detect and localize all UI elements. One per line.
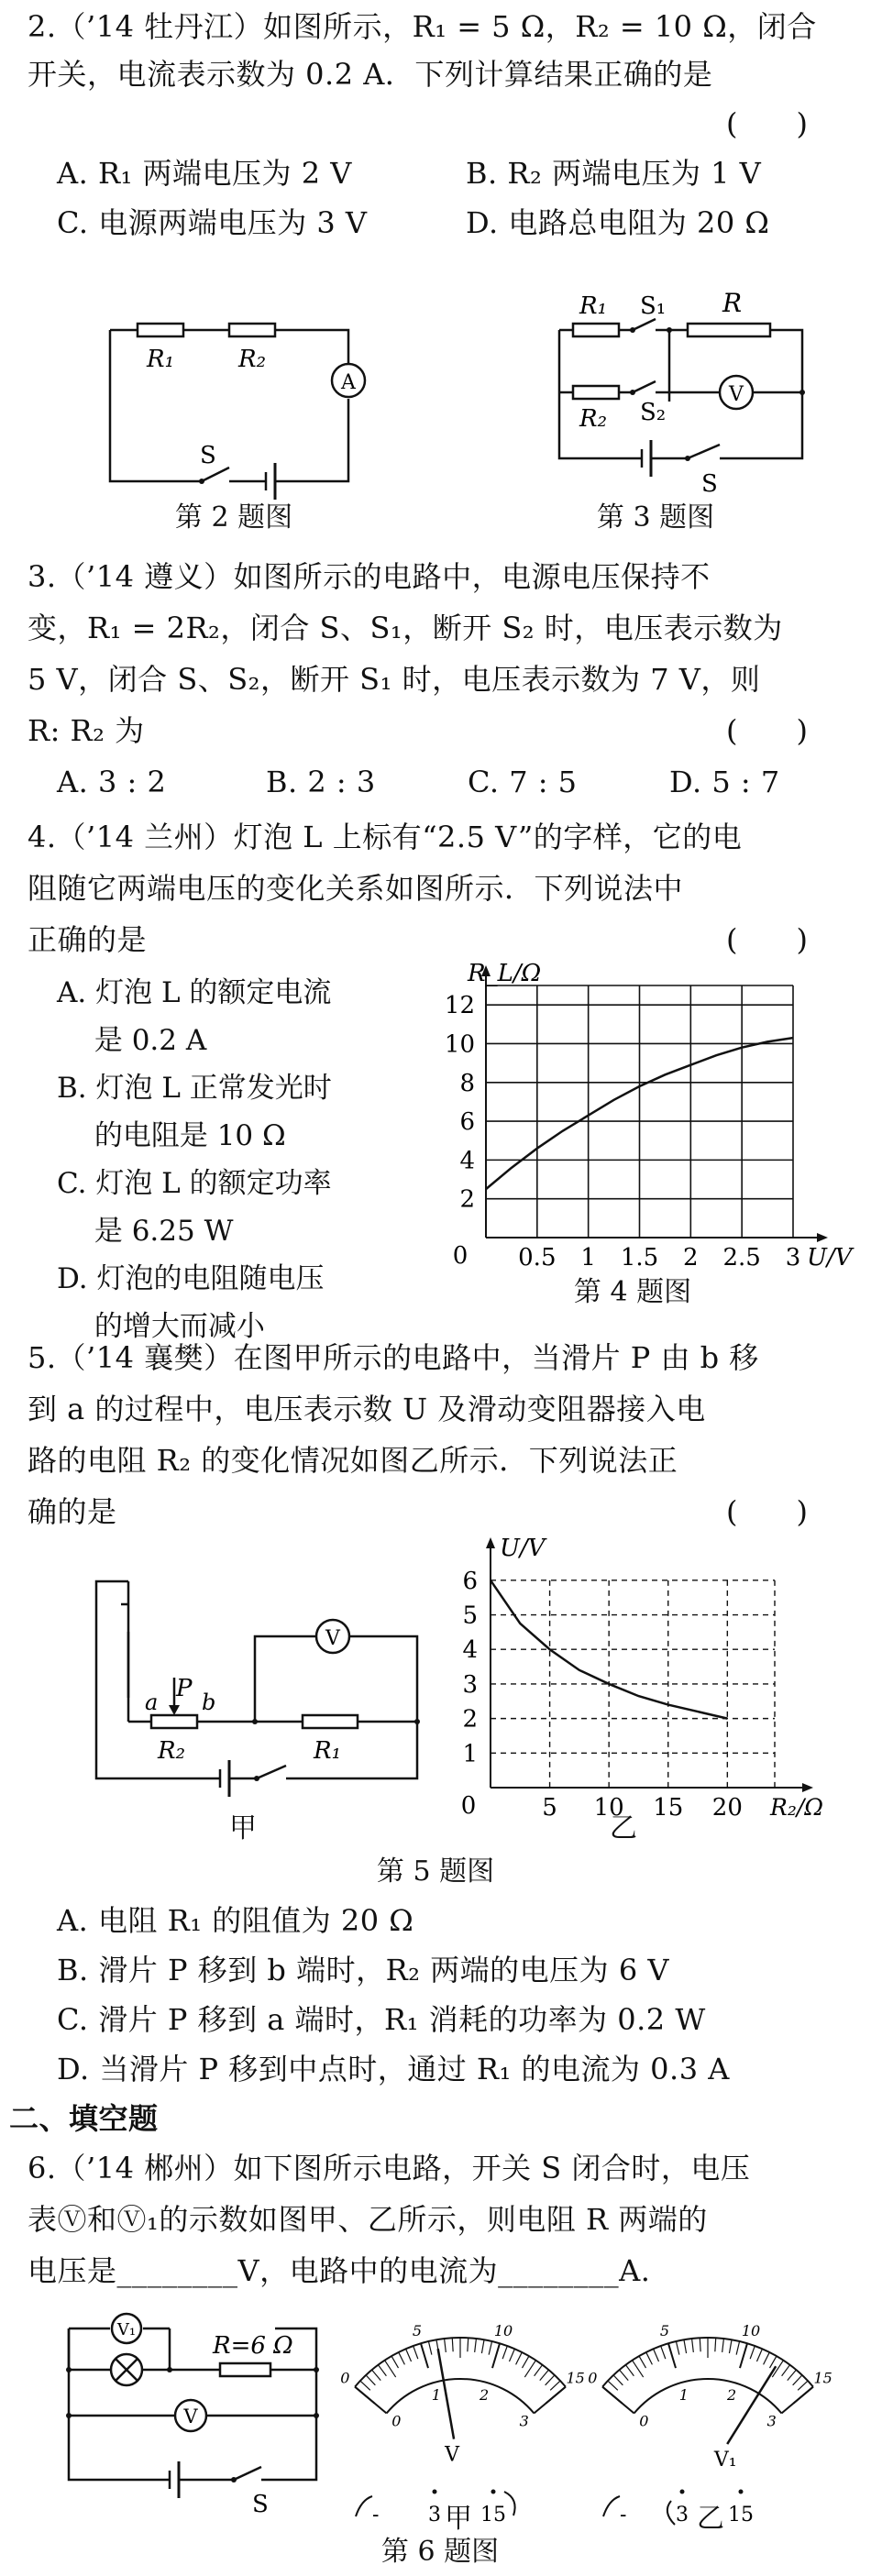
q3-answer-paren: ( ) <box>726 713 808 748</box>
q5-circuit-diagram <box>73 1558 440 1806</box>
q2-option-a: A. R₁ 两端电压为 2 V <box>57 156 352 191</box>
meter-tick <box>524 2361 535 2377</box>
q2-resistor-r1 <box>138 324 183 336</box>
meter-tick <box>399 2352 405 2364</box>
q3-switch-s2-blade <box>633 381 656 392</box>
meter-terminal-3: 3 <box>428 2504 441 2526</box>
meter-tick <box>468 2338 469 2351</box>
meter-inner-tick-label: 1 <box>678 2385 689 2404</box>
q6-resistor-r <box>220 2363 270 2376</box>
q2-circuit-diagram <box>92 293 403 513</box>
meter-outer-tick-label: 15 <box>813 2369 832 2387</box>
q5-y-tick-label: 1 <box>462 1740 478 1768</box>
meter-tick <box>793 2375 802 2385</box>
meter-inner-tick-label: 3 <box>519 2412 529 2430</box>
q4-chart-grid <box>486 985 793 1238</box>
q5-option-c: C. 滑片 P 移到 a 端时，R₁ 消耗的功率为 0.2 W <box>57 2002 706 2037</box>
meter-tick <box>475 2339 477 2352</box>
q3-resistor-r1 <box>573 324 619 336</box>
meter-tick <box>516 2352 523 2364</box>
meter-tick <box>661 2346 666 2359</box>
q4-line-3: 正确的是 <box>28 922 148 957</box>
q4-x-tick-label: 3 <box>785 1244 801 1271</box>
meter-tick <box>540 2370 549 2380</box>
q3-option-a: A. 3 : 2 <box>57 765 167 799</box>
q6-subcaption-yi: 乙 <box>697 2503 724 2535</box>
meter-terminal-dot <box>739 2490 744 2494</box>
q5-answer-paren: ( ) <box>726 1494 808 1529</box>
q6-switch-blade <box>234 2467 261 2480</box>
q5-line-3: 路的电阻 R₂ 的变化情况如图乙所示．下列说法正 <box>28 1443 678 1478</box>
meter-terminal-minus: - <box>620 2504 627 2526</box>
meter-tick <box>391 2356 399 2368</box>
meter-tick <box>684 2339 687 2353</box>
q4-y-tick-label: 10 <box>444 1030 475 1059</box>
q6-line-2: 表Ⓥ和Ⓥ₁的示数如图甲、乙所示，则电阻 R 两端的 <box>28 2202 708 2237</box>
meter-terminal-dot <box>680 2490 685 2494</box>
q5-x-tick-label: 15 <box>653 1794 684 1822</box>
q2-label-switch: S <box>200 442 216 469</box>
q5-origin-label: 0 <box>460 1792 477 1820</box>
meter-tick <box>355 2387 374 2404</box>
meter-tick <box>750 2346 755 2359</box>
meter-tick <box>756 2349 762 2361</box>
meter-tick <box>782 2365 790 2376</box>
q3-label-r1: R₁ <box>579 292 607 320</box>
q5-x-axis-label: R₂/Ω <box>770 1794 823 1821</box>
q5-y-tick-label: 5 <box>462 1602 478 1630</box>
meter-wire-icon <box>667 2501 675 2525</box>
meter-terminal-dot <box>491 2490 496 2494</box>
meter-tick <box>550 2381 560 2390</box>
q3-label-r2: R₂ <box>579 405 607 433</box>
meter-tick <box>421 2343 428 2368</box>
meter-tick <box>793 2387 812 2404</box>
q3-label-r: R <box>722 288 743 318</box>
meter-terminal-3: 3 <box>676 2504 689 2526</box>
meter-label: V₁ <box>713 2449 737 2472</box>
meter-inner-tick-label: 1 <box>431 2385 441 2404</box>
meter-tick <box>481 2339 484 2353</box>
meter-tick <box>489 2341 491 2355</box>
q2-line-2: 开关，电流表示数为 0.2 A．下列计算结果正确的是 <box>28 57 713 92</box>
q4-line-1: 4.（’14 兰州）灯泡 L 上标有“2.5 V”的字样，它的电 <box>28 820 743 854</box>
q2-switch-blade <box>202 468 229 481</box>
q3-line-2: 变，R₁ = 2R₂，闭合 S、S₁，断开 S₂ 时，电压表示数为 <box>28 611 783 645</box>
q3-label-s2: S₂ <box>640 399 667 426</box>
q5-line-1: 5.（’14 襄樊）在图甲所示的电路中，当滑片 P 由 b 移 <box>28 1340 759 1375</box>
q4-x-axis-label: U/V <box>807 1244 853 1271</box>
q4-option-d-1: D. 灯泡的电阻随电压 <box>57 1262 325 1295</box>
meter-tick <box>492 2343 500 2368</box>
q6-label-switch: S <box>252 2491 269 2518</box>
q6-label-v1: V₁ <box>116 2320 137 2339</box>
q2-resistor-r2 <box>229 324 275 336</box>
meter-tick <box>715 2338 716 2351</box>
q5-x-tick-label: 20 <box>711 1794 743 1822</box>
q4-y-tick-label: 2 <box>459 1185 475 1214</box>
meter-tick <box>764 2352 770 2364</box>
q4-option-d-2: 的增大而减小 <box>57 1310 265 1343</box>
meter-terminal-15: 15 <box>728 2504 754 2526</box>
q2-label-ammeter: A <box>341 371 356 394</box>
q2-line-1: 2.（’14 牡丹江）如图所示，R₁ = 5 Ω，R₂ = 10 Ω，闭合 <box>28 9 817 44</box>
q4-y-tick-label: 12 <box>444 992 475 1020</box>
meter-tick <box>413 2346 418 2359</box>
q5-subcaption-yi: 乙 <box>610 1812 637 1844</box>
meter-inner-tick-label: 0 <box>391 2412 402 2430</box>
meter-terminal-minus: - <box>372 2504 380 2526</box>
q5-figure-caption: 第 5 题图 <box>376 1855 495 1888</box>
q5-label-b: b <box>202 1690 216 1715</box>
meter-tick <box>692 2339 694 2352</box>
meter-inner-tick-label: 3 <box>766 2412 777 2430</box>
q3-switch-s1-blade <box>633 319 656 330</box>
meter-outer-tick-label: 0 <box>340 2369 350 2387</box>
meter-label: V <box>445 2443 459 2467</box>
meter-tick <box>546 2387 565 2404</box>
q2-option-c: C. 电源两端电压为 3 V <box>57 205 368 240</box>
meter-terminal-dot <box>433 2490 437 2494</box>
q6-circuit-diagram <box>55 2296 330 2521</box>
meter-tick <box>646 2352 653 2364</box>
q4-x-tick-label: 1.5 <box>620 1244 659 1271</box>
q5-x-tick-label: 5 <box>542 1794 557 1822</box>
q5-resistor-r1 <box>303 1715 358 1728</box>
q5-y-tick-label: 2 <box>462 1705 478 1734</box>
meter-outer-tick-label: 15 <box>566 2369 585 2387</box>
meter-needle <box>727 2366 776 2444</box>
q4-option-a-2: 是 0.2 A <box>57 1024 207 1057</box>
meter-tick <box>798 2381 808 2390</box>
meter-wire-icon <box>356 2496 372 2516</box>
meter-tick <box>445 2339 447 2352</box>
q6-line-1: 6.（’14 郴州）如下图所示电路，开关 S 闭合时，电压 <box>28 2151 751 2185</box>
meter-tick <box>385 2361 396 2377</box>
section-2-heading: 二、填空题 <box>9 2101 159 2136</box>
q5-x-tick-label: 10 <box>593 1794 624 1822</box>
q6-label-v: V <box>183 2405 198 2427</box>
q2-figure-caption: 第 2 题图 <box>174 501 293 534</box>
q3-label-voltmeter: V <box>729 383 744 406</box>
meter-tick <box>729 2339 732 2353</box>
q2-label-r1: R₁ <box>147 346 174 373</box>
meter-tick <box>736 2341 739 2355</box>
meter-inner-arc <box>634 2379 782 2414</box>
meter-tick <box>788 2370 797 2380</box>
meter-tick <box>428 2341 431 2355</box>
q3-resistor-r2 <box>573 386 619 399</box>
meter-tick <box>535 2365 543 2376</box>
q6-meter-yi <box>587 2301 830 2535</box>
meter-inner-arc <box>387 2379 535 2414</box>
q5-label-r2: R₂ <box>158 1737 185 1765</box>
q6-figure-caption: 第 6 题图 <box>380 2536 500 2568</box>
q5-y-tick-label: 6 <box>462 1567 478 1595</box>
meter-tick <box>509 2349 514 2361</box>
q4-option-c-2: 是 6.25 W <box>57 1215 234 1248</box>
meter-tick <box>502 2346 507 2359</box>
q5-chart <box>440 1526 834 1838</box>
meter-tick <box>546 2375 555 2385</box>
q4-line-2: 阻随它两端电压的变化关系如图所示．下列说法中 <box>28 871 684 906</box>
meter-tick <box>608 2381 618 2390</box>
q4-option-a-1: A. 灯泡 L 的额定电流 <box>57 976 332 1009</box>
q2-option-d: D. 电路总电阻为 20 Ω <box>466 205 770 240</box>
q6-line-3: 电压是________V，电路中的电流为________A. <box>28 2253 651 2288</box>
q5-line-4: 确的是 <box>28 1494 117 1529</box>
meter-inner-tick-label: 2 <box>727 2385 737 2404</box>
q5-rheostat-r2 <box>151 1715 197 1728</box>
q5-label-r1: R₁ <box>314 1737 341 1765</box>
meter-tick <box>360 2381 370 2390</box>
q4-chart <box>431 960 853 1293</box>
q5-chart-grid <box>491 1580 775 1788</box>
meter-tick <box>406 2349 412 2361</box>
meter-wire-icon <box>603 2496 620 2516</box>
q6-meter-jia <box>339 2301 585 2535</box>
q4-x-tick-label: 1 <box>580 1244 596 1271</box>
q4-y-tick-label: 8 <box>459 1069 475 1097</box>
q6-subcaption-jia: 甲 <box>445 2503 472 2535</box>
q4-y-axis-label: R_L/Ω <box>468 960 542 987</box>
q5-subcaption-jia: 甲 <box>229 1812 257 1844</box>
q3-switch-s-blade <box>688 445 720 458</box>
meter-tick <box>639 2356 646 2368</box>
q4-x-tick-label: 0.5 <box>518 1244 557 1271</box>
meter-tick <box>676 2341 678 2355</box>
q4-answer-paren: ( ) <box>726 922 808 957</box>
meter-outer-tick-label: 10 <box>741 2321 761 2339</box>
meter-tick <box>372 2370 381 2380</box>
q2-answer-paren: ( ) <box>726 106 808 141</box>
q5-label-a: a <box>145 1690 159 1715</box>
q5-option-d: D. 当滑片 P 移到中点时，通过 R₁ 的电流为 0.3 A <box>57 2052 730 2086</box>
q4-origin-label: 0 <box>452 1242 469 1270</box>
q4-x-tick-label: 2 <box>683 1244 699 1271</box>
meter-tick <box>722 2339 724 2352</box>
q3-option-c: C. 7 : 5 <box>468 765 578 799</box>
meter-tick <box>378 2365 386 2376</box>
q5-x-axis-arrow <box>802 1783 813 1792</box>
q3-label-s1: S₁ <box>640 292 667 320</box>
meter-inner-tick-label: 2 <box>480 2385 490 2404</box>
meter-tick <box>366 2375 375 2385</box>
meter-tick <box>625 2365 634 2376</box>
q3-line-1: 3.（’14 遵义）如图所示的电路中，电源电压保持不 <box>28 559 711 594</box>
q4-x-tick-label: 2.5 <box>722 1244 761 1271</box>
meter-outer-tick-label: 5 <box>659 2321 670 2339</box>
q4-option-c-1: C. 灯泡 L 的额定功率 <box>57 1167 332 1200</box>
meter-tick <box>602 2387 622 2404</box>
q6-label-r: R=6 Ω <box>213 2332 293 2360</box>
q4-y-tick-label: 6 <box>459 1108 475 1137</box>
q4-option-b-2: 的电阻是 10 Ω <box>57 1119 286 1152</box>
q3-resistor-r <box>688 324 770 336</box>
q5-y-axis-label: U/V <box>500 1535 546 1562</box>
q2-label-r2: R₂ <box>238 346 266 373</box>
q5-option-a: A. 电阻 R₁ 的阻值为 20 Ω <box>57 1903 414 1938</box>
q4-y-tick-label: 4 <box>459 1147 475 1175</box>
q5-y-axis-arrow <box>486 1537 495 1548</box>
q4-figure-caption: 第 4 题图 <box>573 1276 692 1308</box>
meter-outer-tick-label: 5 <box>412 2321 423 2339</box>
meter-inner-tick-label: 0 <box>639 2412 649 2430</box>
meter-terminal-15: 15 <box>480 2504 506 2526</box>
q5-label-voltmeter: V <box>325 1627 340 1650</box>
q2-option-b: B. R₂ 两端电压为 1 V <box>466 156 762 191</box>
q5-switch-blade <box>257 1766 286 1778</box>
q3-label-switch: S <box>701 470 718 498</box>
meter-tick <box>523 2356 530 2368</box>
meter-tick <box>620 2370 629 2380</box>
q3-figure-caption: 第 3 题图 <box>596 501 715 534</box>
q5-y-tick-label: 3 <box>462 1670 478 1699</box>
q3-line-3: 5 V，闭合 S、S₂，断开 S₁ 时，电压表示数为 7 V，则 <box>28 662 761 697</box>
q4-x-axis-arrow <box>817 1233 828 1242</box>
q3-option-b: B. 2 : 3 <box>266 765 376 799</box>
meter-tick <box>452 2338 453 2351</box>
q3-line-4: R: R₂ 为 <box>28 713 145 748</box>
meter-tick <box>654 2349 659 2361</box>
q3-circuit-diagram <box>541 284 853 504</box>
q3-option-d: D. 5 : 7 <box>669 765 780 799</box>
q4-option-b-1: B. 灯泡 L 正常发光时 <box>57 1072 332 1105</box>
q5-label-p: P <box>176 1675 193 1702</box>
meter-tick <box>633 2361 644 2377</box>
q5-y-tick-label: 4 <box>462 1636 478 1665</box>
q5-line-2: 到 a 的过程中，电压表示数 U 及滑动变阻器接入电 <box>28 1392 706 1426</box>
meter-tick <box>668 2343 676 2368</box>
meter-tick <box>613 2375 623 2385</box>
meter-outer-tick-label: 10 <box>493 2321 513 2339</box>
q5-option-b: B. 滑片 P 移到 b 端时，R₂ 两端的电压为 6 V <box>57 1953 669 1987</box>
meter-outer-tick-label: 0 <box>588 2369 598 2387</box>
meter-tick <box>740 2343 747 2368</box>
